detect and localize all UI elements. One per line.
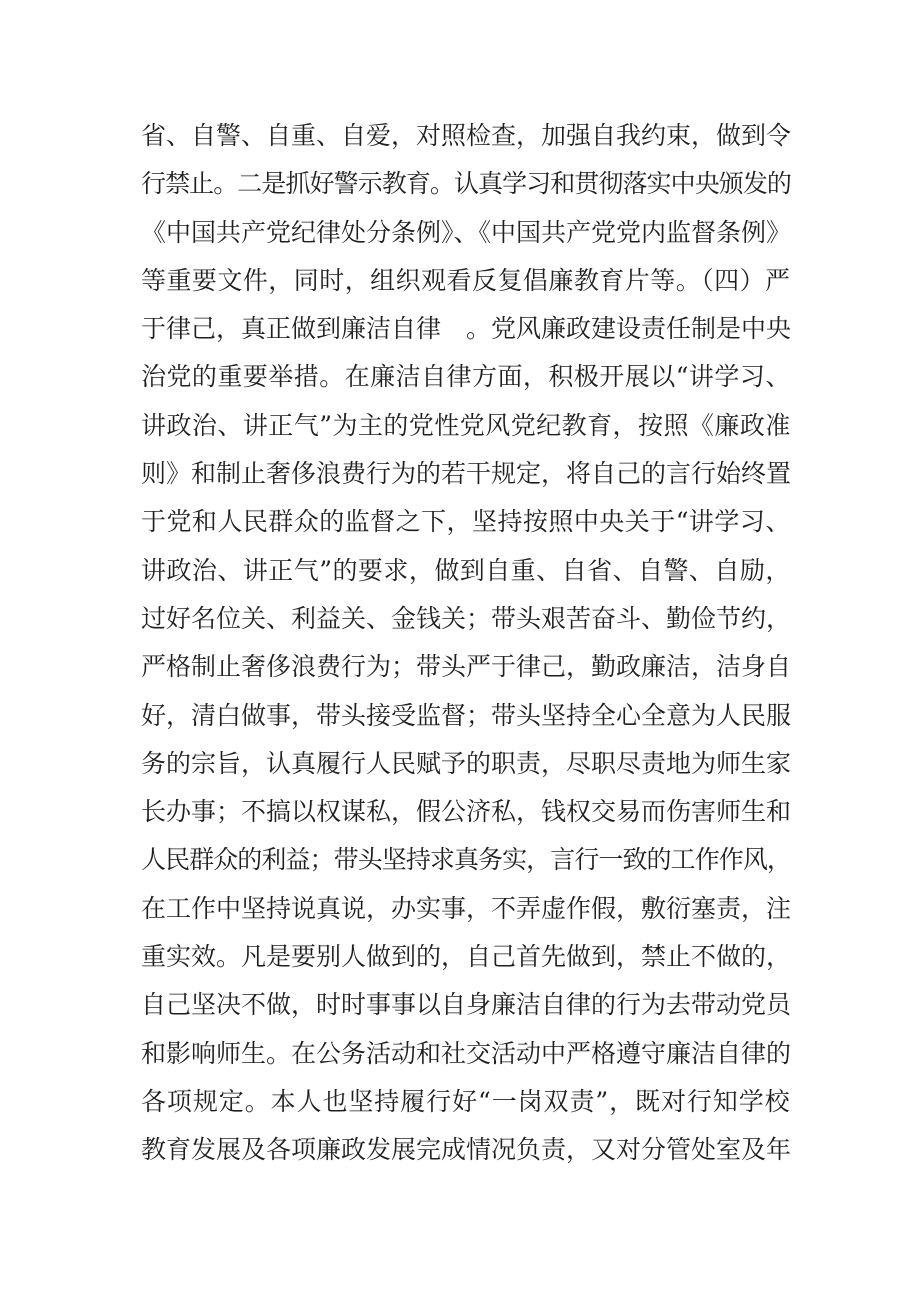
text-line: 于律己，真正做到廉洁自律 。党风廉政建设责任制是中央 xyxy=(141,314,792,344)
text-line: 过好名位关、利益关、金钱关；带头艰苦奋斗、勤俭节约， xyxy=(141,603,792,633)
text-line: 各项规定。本人也坚持履行好“一岗双责”，既对行知学校 xyxy=(141,1086,791,1116)
text-line: 行禁止。二是抓好警示教育。认真学习和贯彻落实中央颁发的 xyxy=(141,169,792,199)
text-line: 务的宗旨，认真履行人民赋予的职责，尽职尽责地为师生家 xyxy=(141,748,792,778)
text-line: 在工作中坚持说真说，办实事，不弄虚作假，敷衍塞责，注 xyxy=(141,893,792,923)
text-line: 人民群众的利益；带头坚持求真务实，言行一致的工作作风， xyxy=(141,845,792,875)
text-line: 和影响师生。在公务活动和社交活动中严格遵守廉洁自律的 xyxy=(141,1038,792,1068)
text-line: 好，清白做事，带头接受监督；带头坚持全心全意为人民服 xyxy=(141,700,792,730)
text-line: 教育发展及各项廉政发展完成情况负责，又对分管处室及年 xyxy=(141,1135,792,1165)
text-line: 则》和制止奢侈浪费行为的若干规定，将自己的言行始终置 xyxy=(141,459,792,489)
text-line: 重实效。凡是要别人做到的，自己首先做到，禁止不做的， xyxy=(141,942,792,972)
text-line: 自己坚决不做，时时事事以自身廉洁自律的行为去带动党员 xyxy=(141,990,792,1020)
text-line: 等重要文件，同时，组织观看反复倡廉教育片等。（四）严 xyxy=(141,265,791,295)
text-line: 讲政治、讲正气”为主的党性党风党纪教育，按照《廉政准 xyxy=(141,410,791,440)
text-line: 严格制止奢侈浪费行为；带头严于律己，勤政廉洁，洁身自 xyxy=(141,652,792,682)
text-line: 讲政治、讲正气”的要求，做到自重、自省、自警、自励， xyxy=(141,555,791,585)
text-line: 《中国共产党纪律处分条例》、《中国共产党党内监督条例》 xyxy=(141,217,792,247)
text-line: 长办事；不搞以权谋私，假公济私，钱权交易而伤害师生和 xyxy=(141,797,792,827)
text-line: 于党和人民群众的监督之下，坚持按照中央关于“讲学习、 xyxy=(141,507,791,537)
text-line: 省、自警、自重、自爱，对照检查，加强自我约束，做到令 xyxy=(141,121,792,150)
text-line: 治党的重要举措。在廉洁自律方面，积极开展以“讲学习、 xyxy=(141,362,791,392)
body-text xyxy=(141,112,791,1175)
